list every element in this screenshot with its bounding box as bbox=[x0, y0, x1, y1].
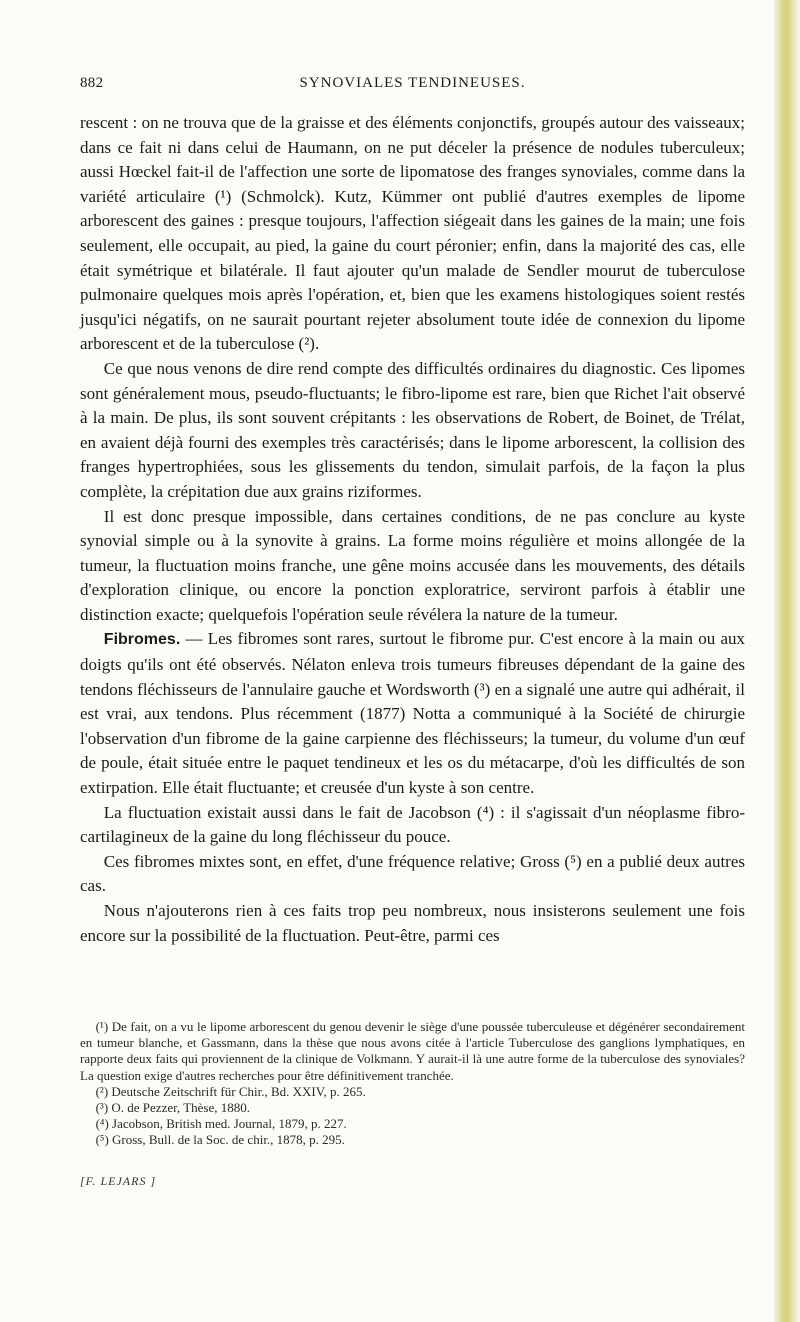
running-title: SYNOVIALES TENDINEUSES. bbox=[299, 75, 526, 91]
page-number: 882 bbox=[80, 75, 104, 91]
paragraph-fibromes bbox=[80, 627, 745, 800]
paragraph-1: rescent : on ne trouva que de la graisse et des éléments conjonctifs, groupés autour des vaisseaux; dans ce fait ni dans celui de Haumann, on ne put déceler la présence de nodules tuberculeux; aussi Hœckel fait-il de l'affection une sorte de lipomatose des franges synoviales, comme dans la variété articulaire (¹) (Schmolck). Kutz, Kümmer ont publié d'autres exemples de lipome arborescent des gaines : presque toujours, l'affection siégeait dans les gaines de la main; une fois seulement, elle occupait, au pied, la gaine du court péronier; enfin, dans la majorité des cas, elle était symétrique et bilatérale. Il faut ajouter qu'un malade de Sendler mourut de tuberculose pulmonaire quelques mois après l'opération, et, bien que les examens histologiques soient restés jusqu'ici négatifs, on ne saurait pourtant rejeter absolument toute idée de connexion du lipome arborescent et de la tuberculose (²). bbox=[80, 113, 745, 354]
footnotes bbox=[80, 1019, 745, 1149]
page-header bbox=[80, 75, 745, 95]
page-edge-discoloration bbox=[774, 0, 800, 1322]
paragraph-fibromes-text: — Les fibromes sont rares, surtout le fibrome pur. C'est encore à la main ou aux doigts qu'ils ont été observés. Nélaton enleva trois tumeurs fibreuses dépendant de la gaine des tendons fléchisseurs de l'annulaire gauche et Wordsworth (³) en a signalé une autre qui adhérait, il est vrai, aux tendons. Plus récemment (1877) Notta a communiqué à la Société de chirurgie l'observation d'un fibrome de la gaine carpienne des fléchisseurs; la tumeur, du volume d'un œuf de poule, était située entre le paquet tendineux et les os du métacarpe, d'où les difficultés de son extirpation. Elle était fluctuante; et creusée d'un kyste à son centre. bbox=[80, 629, 745, 798]
footnote-4: (⁴) Jacobson, British med. Journal, 1879, p. 227. bbox=[95, 1116, 347, 1132]
footnote-5: (⁵) Gross, Bull. de la Soc. de chir., 1878, p. 295. bbox=[95, 1132, 345, 1148]
footnote-1: (¹) De fait, on a vu le lipome arborescent du genou devenir le siège d'une poussée tuberculeuse et dégénérer secondairement en tumeur blanche, et Gassmann, dans la thèse que nous avons citée à l'article Tuberculose des ganglions lymphatiques, en rapporte deux faits qui proviennent de la clinique de Volkmann. Y aurait-il là une autre forme de la tuberculose des synoviales? La question exige d'autres recherches pour être définitivement tranchée. bbox=[80, 1019, 745, 1083]
paragraph-5: La fluctuation existait aussi dans le fait de Jacobson (⁴) : il s'agissait d'un néoplasme fibro-cartilagineux de la gaine du long fléchisseur du pouce. bbox=[80, 802, 745, 847]
footnote-2: (²) Deutsche Zeitschrift für Chir., Bd. XXIV, p. 265. bbox=[95, 1083, 366, 1099]
body-text bbox=[80, 111, 745, 948]
author-signature: [F. LEJARS ] bbox=[80, 1174, 157, 1188]
paragraph-6: Ces fibromes mixtes sont, en effet, d'une fréquence relative; Gross (⁵) en a publié deux autres cas. bbox=[80, 851, 745, 896]
section-heading-fibromes: Fibromes. bbox=[103, 631, 181, 649]
paragraph-7: Nous n'ajouterons rien à ces faits trop peu nombreux, nous insisterons seulement une fois encore sur la possibilité de la fluctuation. Peut-être, parmi ces bbox=[80, 901, 745, 945]
paragraph-3: Il est donc presque impossible, dans certaines conditions, de ne pas conclure au kyste synovial simple ou à la synovite à grains. La forme moins régulière et moins allongée de la tumeur, la fluctuation moins franche, une gêne moins accusée dans les mouvements, des détails d'exploration clinique, ou encore la ponction exploratrice, serviront parfois à établir une distinction exacte; quelquefois l'opération seule révélera la nature de la tumeur. bbox=[80, 506, 745, 624]
paragraph-2: Ce que nous venons de dire rend compte des difficultés ordinaires du diagnostic. Ces lipomes sont généralement mous, pseudo-fluctuants; le fibro-lipome est rare, bien que Richet l'ait observé à la main. De plus, ils sont souvent crépitants : les observations de Robert, de Boinet, de Trélat, en avaient déjà fourni des exemples très caractérisés; dans le lipome arborescent, la collision des franges hypertrophiées, sous les glissements du tendon, simulait parfois, de la façon la plus complète, la crépitation due aux grains riziformes. bbox=[80, 358, 745, 501]
footnote-3: (³) O. de Pezzer, Thèse, 1880. bbox=[95, 1100, 250, 1116]
